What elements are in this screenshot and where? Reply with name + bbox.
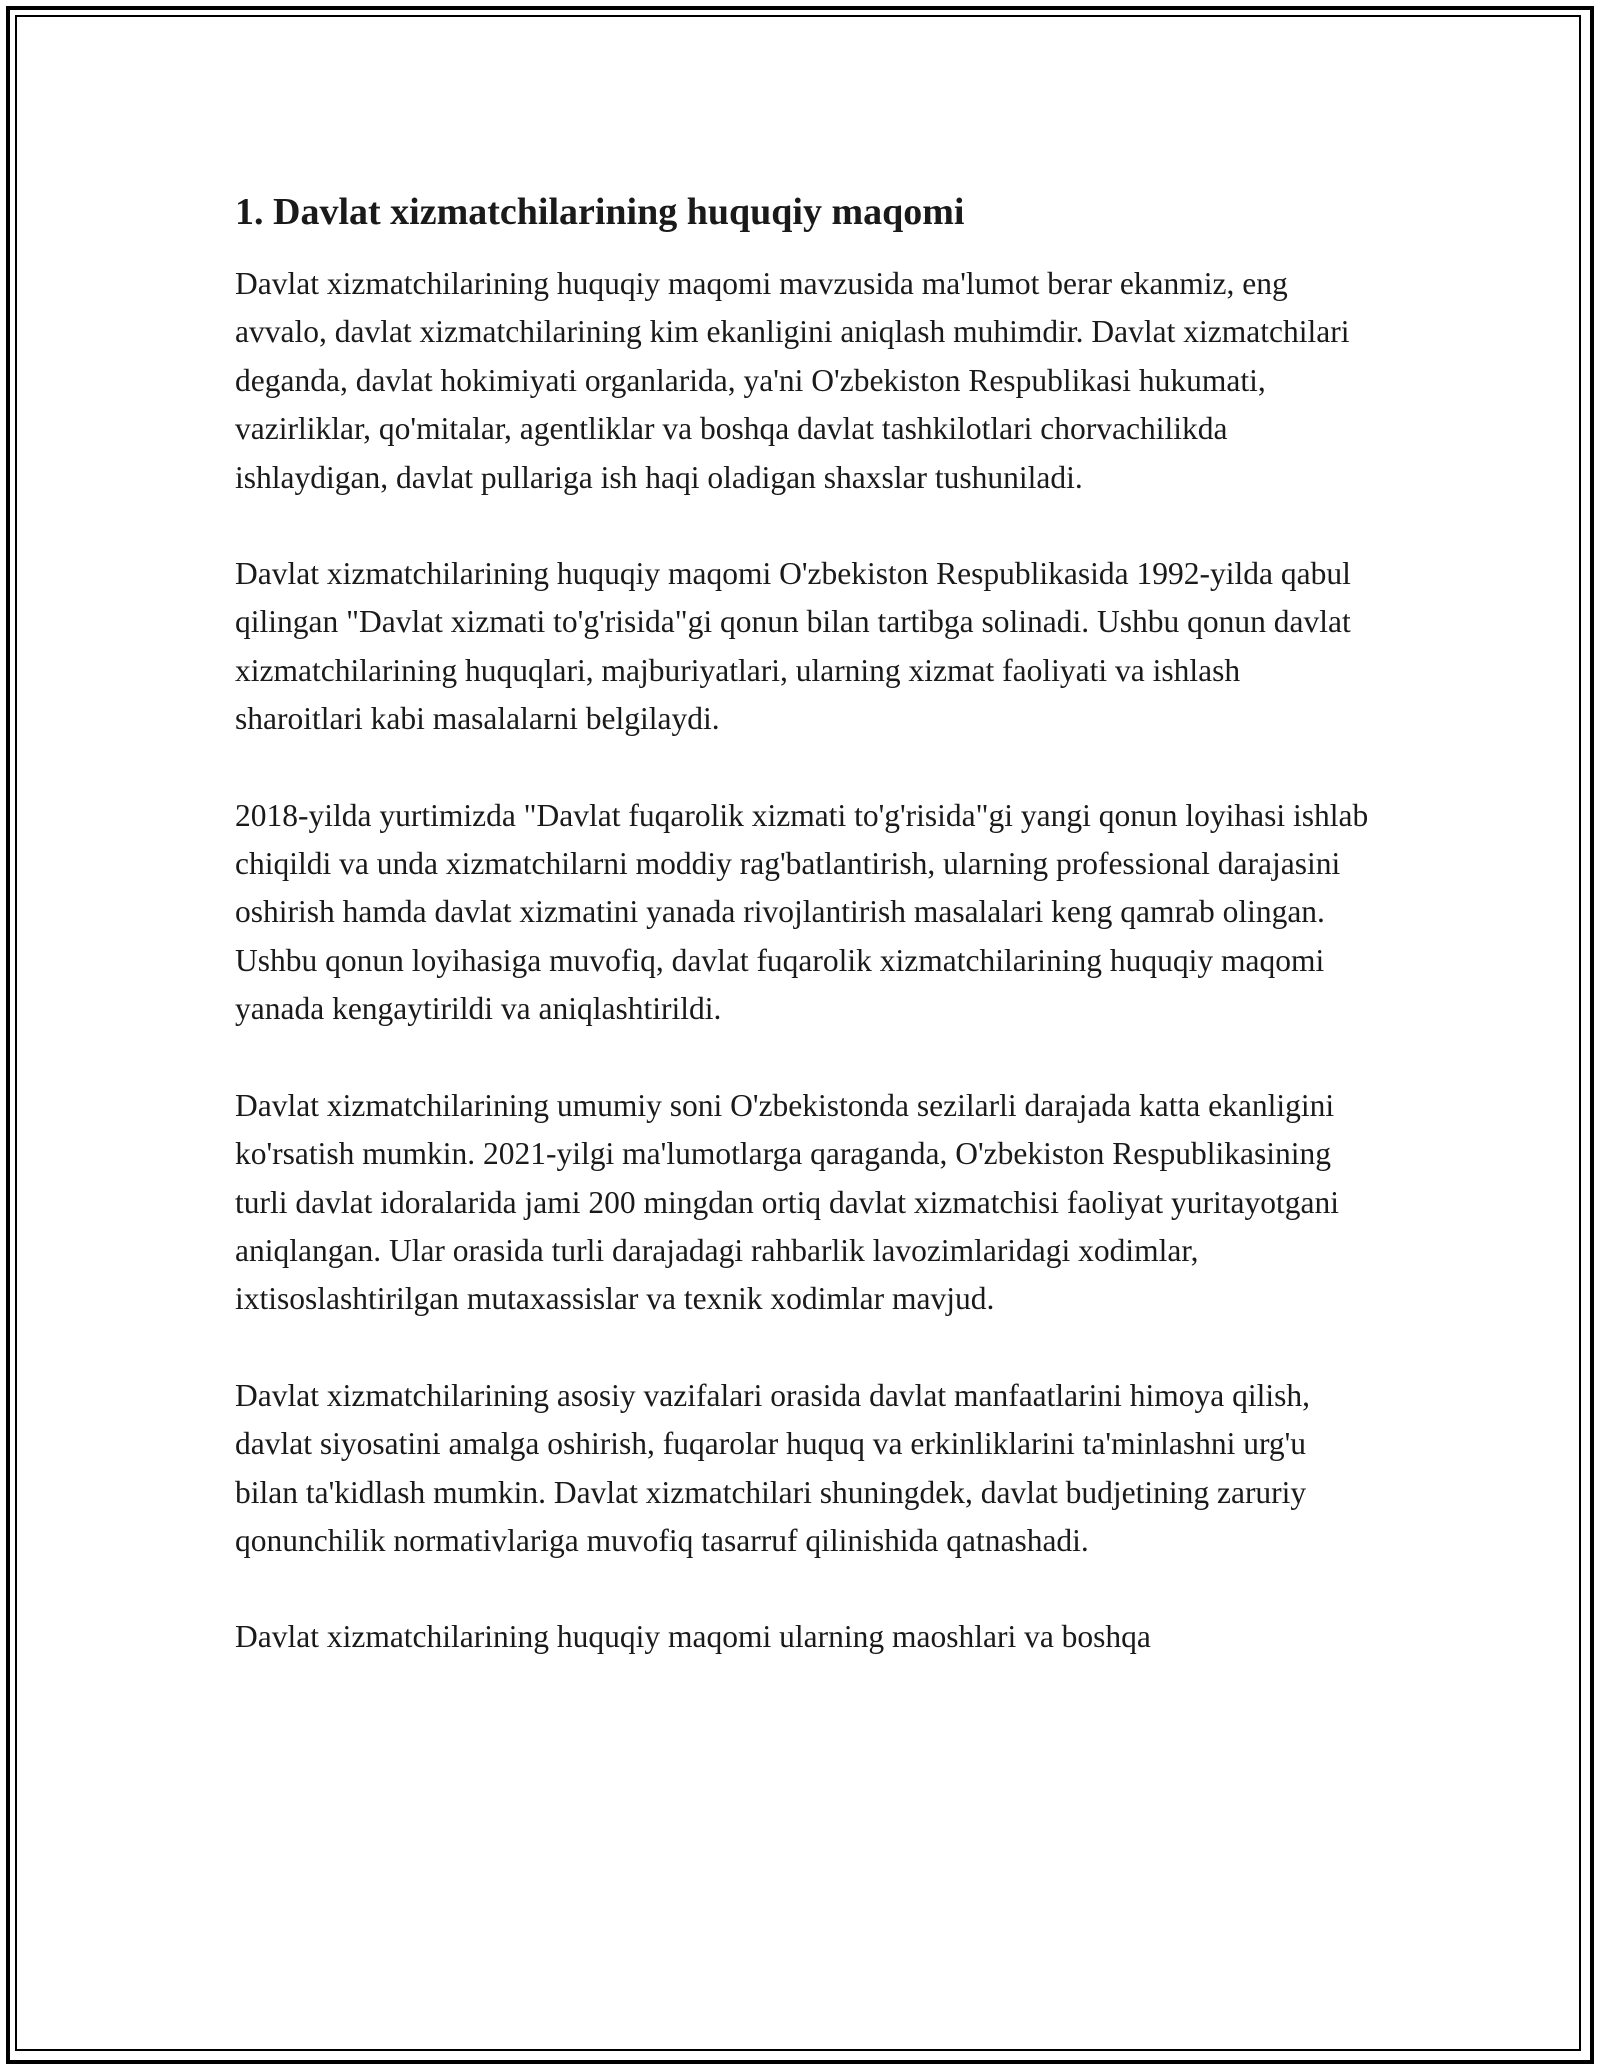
document-body <box>235 188 1375 1710</box>
paragraph-statistics: Davlat xizmatchilarining umumiy soni O'zbekistonda sezilarli darajada katta ekanligini ko'rsatish mumkin. 2021-yilgi ma'lumotlarga qaraganda, O'zbekiston Respublikasining turli davlat idoralarida jami 200 mingdan ortiq davlat xizmatchisi faoliyat yuritayotgani aniqlangan. Ular orasida turli darajadagi rahbarlik lavozimlaridagi xodimlar, ixtisoslashtirilgan mutaxassislar va texnik xodimlar mavjud. <box>235 1087 1339 1317</box>
section-title: 1. Davlat xizmatchilarining huquqiy maqomi <box>235 191 965 233</box>
paragraph-salaries: Davlat xizmatchilarining huquqiy maqomi ularning maoshlari va boshqa <box>235 1619 1151 1655</box>
paragraph-definition: Davlat xizmatchilarining huquqiy maqomi mavzusida ma'lumot berar ekanmiz, eng avvalo, davlat xizmatchilarining kim ekanligini aniqlash muhimdir. Davlat xizmatchilari deganda, davlat hokimiyati organlarida, ya'ni O'zbekiston Respublikasi hukumati, vazirliklar, qo'mitalar, agentliklar va boshqa davlat tashkilotlari chorvachilikda ishlaydigan, davlat pullariga ish haqi oladigan shaxslar tushuniladi. <box>235 266 1350 495</box>
paragraph-law-2018: 2018-yilda yurtimizda "Davlat fuqarolik xizmati to'g'risida"gi yangi qonun loyihasi ishlab chiqildi va unda xizmatchilarni moddiy rag'batlantirish, ularning professional darajasini oshirish hamda davlat xizmatini yanada rivojlantirish masalalari keng qamrab olingan. Ushbu qonun loyihasiga muvofiq, davlat fuqarolik xizmatchilarining huquqiy maqomi yanada kengaytirildi va aniqlashtirildi. <box>235 797 1369 1027</box>
paragraph-law-1992: Davlat xizmatchilarining huquqiy maqomi O'zbekiston Respublikasida 1992-yilda qabul qilingan "Davlat xizmati to'g'risida"gi qonun bilan tartibga solinadi. Ushbu qonun davlat xizmatchilarining huquqlari, majburiyatlari, ularning xizmat faoliyati va ishlash sharoitlari kabi masalalarni belgilaydi. <box>235 556 1351 737</box>
paragraph-duties: Davlat xizmatchilarining asosiy vazifalari orasida davlat manfaatlarini himoya qilish, davlat siyosatini amalga oshirish, fuqarolar huquq va erkinliklarini ta'minlashni urg'u bilan ta'kidlash mumkin. Davlat xizmatchilari shuningdek, davlat budjetining zaruriy qonunchilik normativlariga muvofiq tasarruf qilinishida qatnashadi. <box>235 1377 1311 1558</box>
